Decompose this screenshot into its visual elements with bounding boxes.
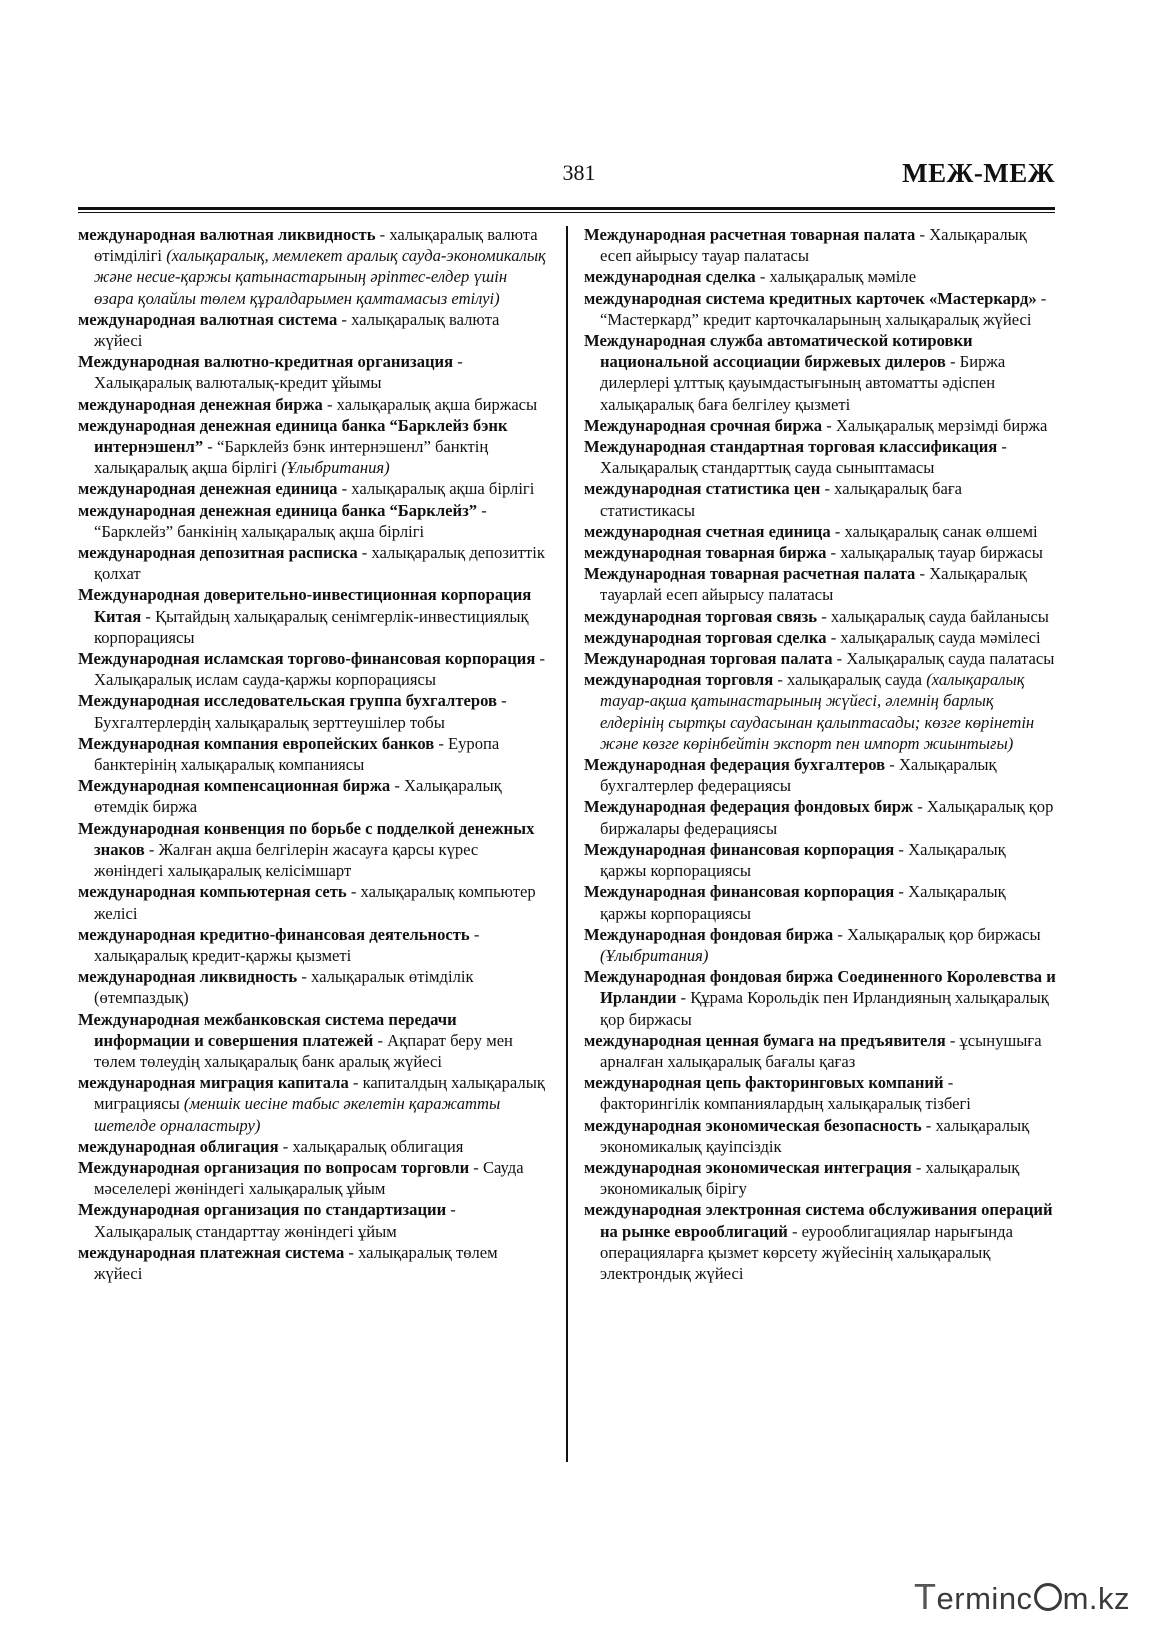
entry-separator: - [915,225,930,244]
dictionary-entry [584,1030,1056,1072]
entry-translation: халықаралық кредит-қаржы қызметі [94,945,352,965]
dictionary-entry [584,1199,1056,1284]
entry-translation: капиталдың халықаралық миграциясы [94,1073,545,1114]
entry-separator: - [822,415,836,435]
entry-separator: - [297,967,311,987]
entry-translation: Халықаралық бухгалтерлер федерациясы [600,755,997,796]
entry-translation: Халықаралық мерзімді биржа [835,415,1048,435]
dictionary-entry [584,606,1056,627]
entry-term: Международная федерация фондовых бирж [584,797,914,817]
dictionary-entry [78,309,550,351]
entry-term: Международная компенсационная биржа [78,776,391,796]
dictionary-entry [584,330,1056,415]
entry-term: Международная расчетная товарная палата [584,225,916,244]
entry-separator: - [469,1157,483,1177]
right-column [584,224,1056,1284]
logo-ring-icon [1034,1583,1062,1611]
entry-term: Международная федерация бухгалтеров [584,755,886,775]
entry-translation: еурооблигациялар нарығында операцияларға қызмет көрсету жүйесінің халықаралық электрондық жүйесі [600,1221,1013,1283]
dictionary-entry [584,1115,1056,1157]
entry-term: Международная межбанковская система передачи информации и совершения платежей [78,1009,457,1050]
entry-translation: факторингілік компаниялардың халықаралық тізбегі [600,1094,971,1114]
entry-term: Международная конвенция по борьбе с подделкой денежных знаков [78,818,535,859]
entry-separator: - [434,733,448,753]
entry-translation: Халықаралық қаржы корпорациясы [600,839,1006,881]
entry-translation: халықаралық санак өлшемі [844,521,1038,541]
dictionary-entry [78,1009,550,1073]
entry-separator: - [830,521,845,541]
dictionary-entry [584,478,1056,520]
entry-separator: - [446,1200,456,1220]
entry-term: Международная фондовая биржа [584,924,834,944]
entry-separator: - [913,797,927,817]
entry-term: международная цепь факторинговых компаний [584,1073,944,1093]
entry-note: (меншік иесіне табыс әкелетін қаражатты шетелде орналастыру) [94,1094,501,1135]
entry-term: Международная организация по стандартизации [78,1200,447,1220]
entry-separator: - [477,500,487,520]
entry-term: международная денежная биржа [78,394,323,414]
dictionary-entry [78,584,550,648]
entry-translation: халықаралық сауда мәмілесі [840,627,1041,647]
entry-separator: - [337,309,352,329]
entry-separator: - [322,394,337,414]
entry-term: международная валютная система [78,309,338,329]
entry-translation: халықаралық төлем жүйесі [94,1242,498,1283]
entry-separator: - [278,1136,293,1156]
entry-separator: - [390,776,404,796]
entry-translation: халықаралык өтімділік (өтемпаздық) [94,967,474,1008]
entry-note: (халықаралық тауар-ақша қатынастарының жүйесі, әлемнің барлық елдерінің сыртқы саудасынан қалыптасады; көзге көрінетін және көзге көрінбейтін экспорт пен импорт жиынтығы) [600,670,1035,753]
entry-term: Международная исламская торгово-финансовая корпорация [78,649,536,669]
entry-translation: халықаралық ақша бірлігі [351,479,535,499]
dictionary-entry [584,521,1056,542]
entry-separator: - [820,479,835,499]
entry-translation: Қытайдың халықаралық сенімгерлік-инвестициялық корпорациясы [94,606,529,647]
dictionary-entry [78,1136,550,1157]
entry-translation: Сауда мәселелері жөніндегі халықаралық ұйым [94,1157,524,1199]
entry-translation: Халықаралық есеп айырысу тауар палатасы [600,225,1027,266]
entry-term: международная денежная единица банка “Барклейз” [78,500,478,520]
dictionary-entry [584,648,1056,669]
entry-term: международная платежная система [78,1242,345,1262]
running-head: МЕЖ-МЕЖ [902,158,1055,188]
entry-translation: халықаралық сауда байланысы [830,606,1049,626]
entry-term: международная торговая сделка [584,627,827,647]
dictionary-entry [78,966,550,1008]
entry-translation: Халықаралық қор биржасы [847,924,1041,944]
entry-translation: Халықаралық сауда палатасы [846,649,1055,669]
entry-separator: - [921,1115,936,1135]
entry-term: Международная организация по вопросам торговли [78,1157,470,1177]
entry-separator: - [894,882,909,902]
entry-separator: - [375,225,390,244]
logo-initial: T [914,1576,937,1617]
entry-separator: - [915,564,930,584]
entry-term: международная облигация [78,1136,279,1156]
dictionary-entry [584,1072,1056,1114]
entry-translation: халықаралық экономикалық бірігу [600,1157,1020,1199]
entry-separator: - [943,1073,954,1093]
dictionary-entry [78,351,550,393]
entry-term: Международная товарная расчетная палата [584,564,916,584]
entry-translation: халықаралық ақша биржасы [336,394,538,414]
entry-translation: Халықаралық тауарлай есеп айырысу палатасы [600,564,1027,605]
entry-term: международная система кредитных карточек «Мастеркард» [584,288,1037,308]
entry-translation: Халықаралық стандарттау жөніндегі ұйым [94,1221,397,1241]
entry-term: международная кредитно-финансовая деятельность [78,924,470,944]
dictionary-entry [584,627,1056,648]
entry-term: международная денежная единица [78,479,338,499]
entry-term: международная статистика цен [584,479,821,499]
entry-separator: - [357,543,372,563]
entry-term: международная ценная бумага на предъявителя [584,1030,946,1050]
entry-separator: - [755,267,770,287]
dictionary-entry [584,881,1056,923]
column-divider [566,226,568,1462]
dictionary-entry [584,966,1056,1030]
entry-separator: - [787,1221,802,1241]
entry-separator: - [826,627,841,647]
dictionary-entry [584,415,1056,436]
entry-translation: халықаралық тауар биржасы [840,543,1043,563]
entry-note: (Ұлыбритания) [281,458,390,478]
entry-term: международная валютная ликвидность [78,225,376,244]
page-number: 381 [562,160,596,185]
entry-translation: Халықаралық өтемдік биржа [94,776,502,817]
dictionary-entry [584,266,1056,287]
entry-term: Международная компания европейских банков [78,733,435,753]
logo-suffix: m.kz [1062,1581,1130,1616]
entry-separator: - [453,352,463,372]
dictionary-entry [584,796,1056,838]
dictionary-entry [78,542,550,584]
entry-term: Международная исследовательская группа бухгалтеров [78,691,497,711]
entry-separator: - [676,988,691,1008]
entry-translation: Ақпарат беру мен төлем төлеудің халықаралық банк аралық жүйесі [94,1030,513,1071]
entry-term: Международная стандартная торговая классификация [584,437,998,457]
entry-term: международная экономическая интеграция [584,1157,912,1177]
entry-separator: - [833,924,848,944]
entry-separator: - [348,1073,363,1093]
entry-translation: халықаралық мәміле [769,267,917,287]
dictionary-entry [584,224,1056,266]
entry-translation: Халықаралық стандарттық сауда сыныптамасы [600,458,935,478]
header-rule-thick [78,207,1055,210]
entry-translation: халықаралық сауда [787,670,923,690]
entry-term: Международная торговая палата [584,649,833,669]
entry-term: Международная доверительно-инвестиционная корпорация Китая [78,585,532,626]
left-column [78,224,550,1284]
entry-translation: Құрама Корольдік пен Ирландияның халықаралық қор биржасы [600,988,1049,1029]
entry-term: Международная валютно-кредитная организация [78,352,454,372]
entry-term: международная электронная система обслуживания операций на рынке еврооблигаций [584,1200,1053,1241]
entry-term: Международная служба автоматической котировки национальной ассоциации биржевых дилеров [584,331,973,372]
entry-separator: - [496,691,507,711]
entry-translation: халықаралық облигация [292,1136,464,1156]
logo-middle: erminc [936,1581,1033,1616]
entry-term: Международная срочная биржа [584,415,823,435]
entry-separator: - [203,437,217,457]
entry-separator: - [346,882,361,902]
entry-separator: - [144,839,159,859]
dictionary-entry [78,478,550,499]
entry-separator: - [911,1157,926,1177]
entry-separator: - [337,479,352,499]
entry-separator: - [945,1030,960,1050]
entry-term: международная торговля [584,670,774,690]
entry-translation: халықаралық депозиттік қолхат [94,543,545,584]
dictionary-entry [584,839,1056,881]
entry-separator: - [773,670,787,690]
entry-translation: Халықаралық қаржы корпорациясы [600,882,1006,923]
dictionary-entry [78,648,550,690]
entry-separator: - [997,437,1007,457]
entry-term: Международная фондовая биржа Соединенного Королевства и Ирландии [584,967,1056,1008]
dictionary-entry [78,394,550,415]
dictionary-entry [78,1199,550,1241]
dictionary-entry [78,881,550,923]
entry-term: Международная финансовая корпорация [584,882,895,902]
entry-translation: Еуропа банктерінің халықаралық компаниясы [94,733,500,775]
dictionary-entry [78,1157,550,1199]
entry-note: (Ұлыбритания) [600,945,709,965]
entry-translation: ұсынушыға арналған халықаралық бағалы қағаз [600,1030,1042,1071]
entry-translation: халықаралық компьютер желісі [94,882,536,923]
entry-term: международная компьютерная сеть [78,882,347,902]
entry-translation: халықаралық валюта өтімділігі [94,225,538,266]
entry-translation: халықаралық баға статистикасы [600,479,962,520]
dictionary-entry [78,224,550,309]
dictionary-entry [78,690,550,732]
entry-term: международная депозитная расписка [78,543,358,563]
entry-term: Международная финансовая корпорация [584,839,895,859]
entry-separator: - [344,1242,359,1262]
entry-term: международная товарная биржа [584,543,827,563]
entry-translation: Жалған ақша белгілерін жасауға қарсы күрес жөніндегі халықаралық келісімшарт [94,839,479,881]
dictionary-entry [584,288,1056,330]
entry-translation: халықаралық экономикалық қауіпсіздік [600,1115,1030,1156]
dictionary-entry [78,1242,550,1284]
entry-separator: - [817,606,831,626]
entry-note: (халықаралық, мемлекет аралық сауда-экономикалық және несие-қаржы қатынастарының әріптес-елдер үшін өзара қолайлы төлем құралдарымен қамтамасыз етілуі) [94,246,546,308]
dictionary-entry [584,669,1056,754]
dictionary-entry [78,500,550,542]
entry-separator: - [141,606,156,626]
dictionary-entry [584,436,1056,478]
entry-separator: - [832,649,847,669]
dictionary-entry [584,563,1056,605]
dictionary-entry [78,924,550,966]
entry-separator: - [826,543,841,563]
entry-term: международная денежная единица банка “Барклейз бэнк интернэшенл” [78,415,508,457]
dictionary-entry [78,733,550,775]
entry-translation: “Барклейз бэнк интернэшенл” банктің халықаралық ақша бірлігі [94,437,489,478]
entry-translation: “Барклейз” банкінің халықаралық ақша бірлігі [94,521,425,541]
entry-separator: - [894,839,909,859]
entry-term: международная ликвидность [78,967,298,987]
entry-translation: Халықаралық ислам сауда-қаржы корпорациясы [94,670,437,690]
entry-separator: - [469,924,480,944]
entry-separator: - [1036,288,1047,308]
entry-term: международная экономическая безопасность [584,1115,922,1135]
entry-translation: Халықаралық қор биржалары федерациясы [600,797,1054,838]
dictionary-entry [78,818,550,882]
entry-translation: “Мастеркард” кредит карточкаларының халықаралық жүйесі [600,309,1032,329]
entry-separator: - [945,352,960,372]
entry-translation: Халықаралық валюталық-кредит ұйымы [94,373,382,393]
dictionary-entry [584,542,1056,563]
entry-translation: Биржа дилерлері ұлттық қауымдастығының автоматты әдіспен халықаралық баға белгілеу қызметі [600,352,1006,414]
entry-term: международная торговая связь [584,606,818,626]
dictionary-entry [78,1072,550,1136]
site-logo [914,1576,1130,1618]
entry-separator: - [373,1030,388,1050]
dictionary-entry [78,775,550,817]
entry-term: международная миграция капитала [78,1073,349,1093]
entry-term: международная счетная единица [584,521,831,541]
entry-translation: халықаралық валюта жүйесі [94,309,500,351]
dictionary-entry [584,924,1056,966]
dictionary-entry [584,754,1056,796]
dictionary-entry [584,1157,1056,1199]
entry-translation: Бухгалтерлердің халықаралық зерттеушілер тобы [94,712,445,732]
entry-separator: - [535,649,546,669]
entry-term: международная сделка [584,267,756,287]
header-rule-thin [78,212,1055,213]
dictionary-entry [78,415,550,479]
entry-separator: - [885,755,899,775]
